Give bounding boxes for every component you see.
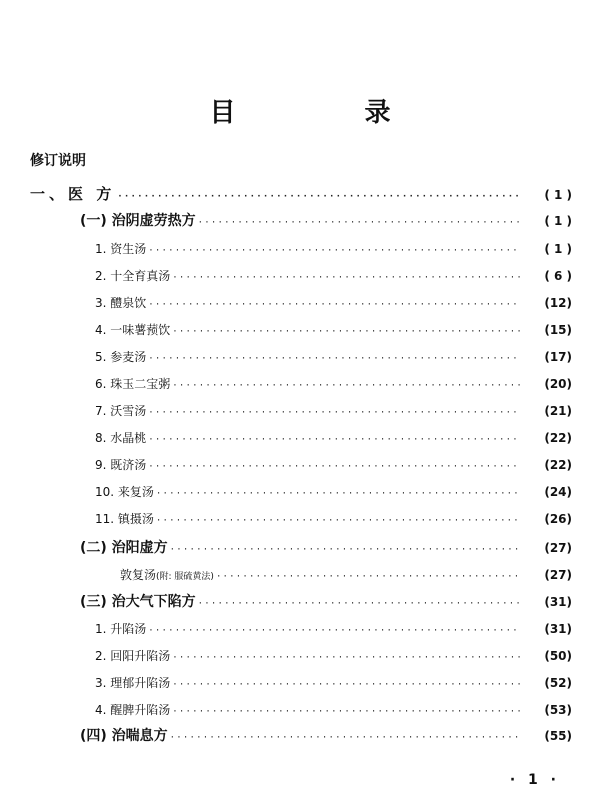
leader-dots [148,402,520,424]
toc-entry-page: (50) [544,649,572,663]
toc-entry[interactable] [95,672,572,694]
leader-dots [172,375,520,397]
toc-entry[interactable] [95,427,572,449]
toc-entry-page: (15) [544,323,572,337]
revision-note-heading: 修订说明 [30,153,86,169]
toc-entry-page: (22) [544,458,572,472]
leader-dots [117,186,520,208]
toc-entry-label: 3. 醴泉饮 [95,296,147,310]
toc-entry[interactable] [95,618,572,640]
toc-entry-page: (31) [544,622,572,636]
toc-entry-page: (27) [544,541,572,555]
leader-dots [148,456,520,478]
toc-entry-page: ( 1 ) [544,188,572,202]
page-title: 目 录 [209,98,451,128]
toc-entry[interactable] [95,238,572,260]
leader-dots [170,727,520,749]
toc-entry-page: (24) [544,485,572,499]
toc-entry-page: (26) [544,512,572,526]
toc-entry[interactable] [95,373,572,395]
leader-dots [216,566,520,588]
toc-entry-label: (四) 治喘息方 [80,728,168,744]
toc-entry-label: 7. 沃雪汤 [95,404,147,418]
toc-entry-page: ( 6 ) [544,269,572,283]
toc-entry[interactable] [80,537,572,559]
toc-entry[interactable] [95,481,572,503]
toc-entry-label: 1. 升陷汤 [95,622,147,636]
toc-entry[interactable] [80,725,572,747]
toc-entry-label: 4. 醒脾升陷汤 [95,703,171,717]
leader-dots [198,593,520,615]
toc-entry-label: 3. 理郁升陷汤 [95,676,171,690]
toc-entry[interactable] [80,591,572,613]
toc-entry-page: (20) [544,377,572,391]
toc-entry-label: 8. 水晶桃 [95,431,147,445]
toc-entry-page: (22) [544,431,572,445]
leader-dots [172,321,520,343]
toc-entry-page: (55) [544,729,572,743]
toc-entry[interactable] [95,319,572,341]
toc-entry-label: 一、医 方 [30,185,116,203]
toc-entry-page: (21) [544,404,572,418]
toc-entry-page: ( 1 ) [544,214,572,228]
leader-dots [198,212,520,234]
toc-entry[interactable] [95,400,572,422]
toc-entry-page: (17) [544,350,572,364]
toc-entry-label: 4. 一味薯蓣饮 [95,323,171,337]
leader-dots [172,701,520,723]
toc-entry-label: 10. 来复汤 [95,485,154,499]
toc-entry[interactable] [30,183,572,205]
toc-entry[interactable] [95,645,572,667]
toc-entry[interactable] [95,508,572,530]
leader-dots [156,510,520,532]
toc-entry-label: (二) 治阳虚方 [80,540,168,556]
toc-entry[interactable] [120,564,572,586]
toc-entry[interactable] [80,210,572,232]
toc-entry-label: 5. 参麦汤 [95,350,147,364]
toc-entry-page: (31) [544,595,572,609]
toc-entry[interactable] [95,699,572,721]
toc-entry-page: (52) [544,676,572,690]
toc-entry-page: (53) [544,703,572,717]
toc-entry-label: 11. 镇摄汤 [95,512,154,526]
toc-entry[interactable] [95,454,572,476]
leader-dots [148,294,520,316]
leader-dots [148,348,520,370]
toc-entry-label: 2. 十全育真汤 [95,269,171,283]
leader-dots [148,429,520,451]
toc-entry[interactable] [95,292,572,314]
toc-entry-note: (附: 服硫黄法) [156,572,214,582]
toc-entry-label: 2. 回阳升陷汤 [95,649,171,663]
toc-entry-label: 6. 珠玉二宝粥 [95,377,171,391]
page-number: · 1 · [509,772,560,788]
toc-entry-page: ( 1 ) [544,242,572,256]
toc-entry[interactable] [95,265,572,287]
leader-dots [148,240,520,262]
leader-dots [172,647,520,669]
toc-entry-label: 9. 既济汤 [95,458,147,472]
leader-dots [170,539,520,561]
toc-entry-label: (三) 治大气下陷方 [80,594,196,610]
leader-dots [148,620,520,642]
leader-dots [156,483,520,505]
toc-entry[interactable] [95,346,572,368]
toc-entry-label: (一) 治阴虚劳热方 [80,213,196,229]
leader-dots [172,267,520,289]
leader-dots [172,674,520,696]
toc-entry-page: (12) [544,296,572,310]
toc-entry-label: 敦复汤 [120,568,157,582]
toc-entry-page: (27) [544,568,572,582]
toc-entry-label: 1. 资生汤 [95,242,147,256]
